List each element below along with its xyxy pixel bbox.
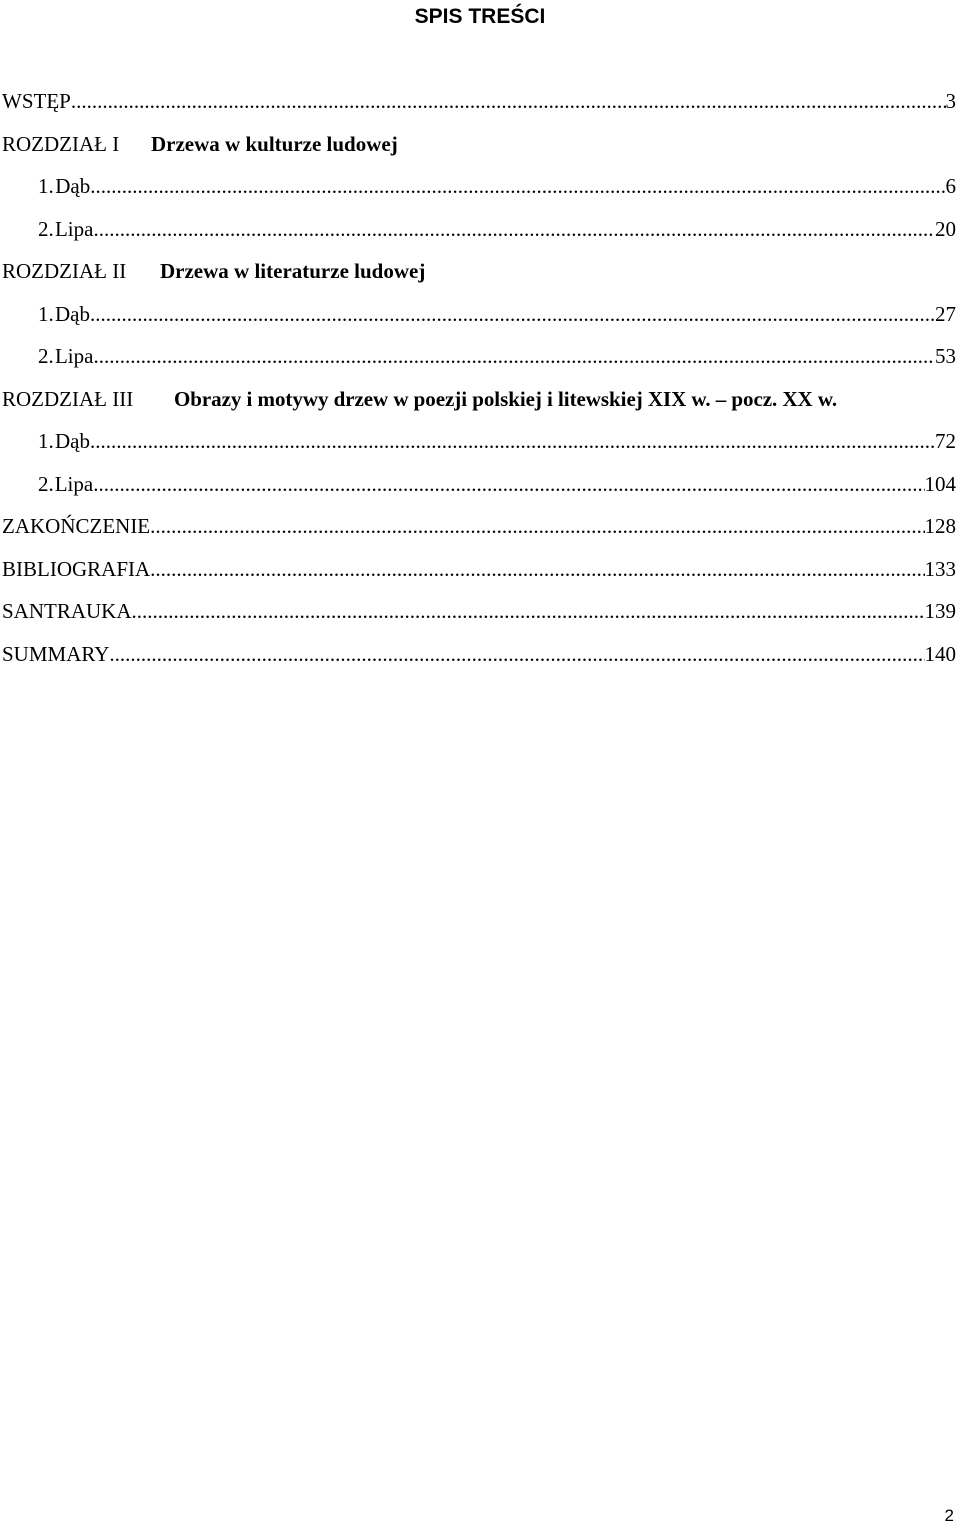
toc-page-number: 27 bbox=[935, 301, 956, 326]
toc-page-number: 139 bbox=[924, 599, 956, 623]
toc-leader-dots bbox=[150, 513, 924, 539]
toc-entry-chapter1-item2[interactable] bbox=[2, 216, 956, 259]
toc-entry-label: Lipa bbox=[54, 344, 94, 368]
toc-entry-label: Lipa bbox=[54, 471, 94, 496]
toc-entry-ending[interactable] bbox=[2, 513, 956, 556]
chapter-title: Drzewa w literaturze ludowej bbox=[160, 259, 426, 283]
toc-entry-label: WSTĘP bbox=[2, 89, 71, 113]
toc-page-number: 6 bbox=[945, 174, 956, 198]
toc-page-number: 20 bbox=[935, 216, 956, 241]
toc-leader-dots bbox=[71, 88, 946, 114]
toc-entry-intro[interactable] bbox=[2, 88, 956, 131]
toc-page-number: 128 bbox=[924, 514, 956, 538]
chapter-title: Drzewa w kulturze ludowej bbox=[151, 131, 398, 156]
toc-item-number: 2. bbox=[38, 344, 54, 368]
toc-page-number: 140 bbox=[924, 641, 956, 666]
toc-leader-dots bbox=[93, 471, 924, 497]
toc-entry-label: SANTRAUKA bbox=[2, 599, 132, 623]
toc-chapter-3[interactable] bbox=[2, 386, 956, 429]
toc-entry-chapter2-item1[interactable] bbox=[2, 301, 956, 344]
toc-page-number: 53 bbox=[935, 344, 956, 368]
toc-page-number: 104 bbox=[924, 471, 956, 496]
chapter-label: ROZDZIAŁ I bbox=[2, 131, 120, 156]
toc-entry-label: Lipa bbox=[54, 216, 94, 241]
toc-chapter-2[interactable] bbox=[2, 258, 956, 301]
toc-entry-label: Dąb bbox=[55, 174, 91, 198]
toc-entry-chapter3-item1[interactable] bbox=[2, 428, 956, 471]
toc-leader-dots bbox=[90, 428, 935, 454]
page-number: 2 bbox=[944, 1506, 954, 1525]
toc-entry-label: Dąb bbox=[55, 429, 91, 453]
toc-entry-label: ZAKOŃCZENIE bbox=[2, 514, 151, 538]
toc-leader-dots bbox=[90, 173, 945, 199]
toc-leader-dots bbox=[109, 641, 924, 667]
toc-entry-chapter1-item1[interactable] bbox=[2, 173, 956, 216]
toc-item-number: 1. bbox=[38, 429, 54, 453]
page-title: SPIS TREŚCI bbox=[414, 5, 546, 28]
toc-entry-chapter2-item2[interactable] bbox=[2, 343, 956, 386]
toc-leader-dots bbox=[93, 216, 935, 242]
toc-item-number: 1. bbox=[38, 174, 54, 198]
toc-page-number: 133 bbox=[924, 556, 956, 581]
toc-leader-dots bbox=[90, 301, 935, 327]
chapter-label: ROZDZIAŁ II bbox=[2, 259, 127, 283]
toc-page-number: 72 bbox=[935, 429, 956, 453]
toc-leader-dots bbox=[132, 598, 925, 624]
table-of-contents bbox=[2, 88, 956, 683]
toc-entry-summary[interactable] bbox=[2, 641, 956, 684]
toc-page-number: 3 bbox=[945, 89, 956, 113]
chapter-label: ROZDZIAŁ III bbox=[2, 386, 134, 411]
toc-entry-chapter3-item2[interactable] bbox=[2, 471, 956, 514]
toc-leader-dots bbox=[93, 343, 935, 369]
toc-entry-label: SUMMARY bbox=[2, 641, 110, 666]
toc-leader-dots bbox=[150, 556, 924, 582]
toc-item-number: 2. bbox=[38, 471, 54, 496]
toc-entry-label: BIBLIOGRAFIA bbox=[2, 556, 151, 581]
toc-chapter-1[interactable] bbox=[2, 131, 956, 174]
toc-entry-label: Dąb bbox=[55, 301, 91, 326]
toc-entry-santrauka[interactable] bbox=[2, 598, 956, 641]
chapter-title: Obrazy i motywy drzew w poezji polskiej i litewskiej XIX w. – pocz. XX w. bbox=[174, 386, 838, 411]
toc-entry-bibliography[interactable] bbox=[2, 556, 956, 599]
toc-item-number: 1. bbox=[38, 301, 54, 326]
toc-item-number: 2. bbox=[38, 216, 54, 241]
